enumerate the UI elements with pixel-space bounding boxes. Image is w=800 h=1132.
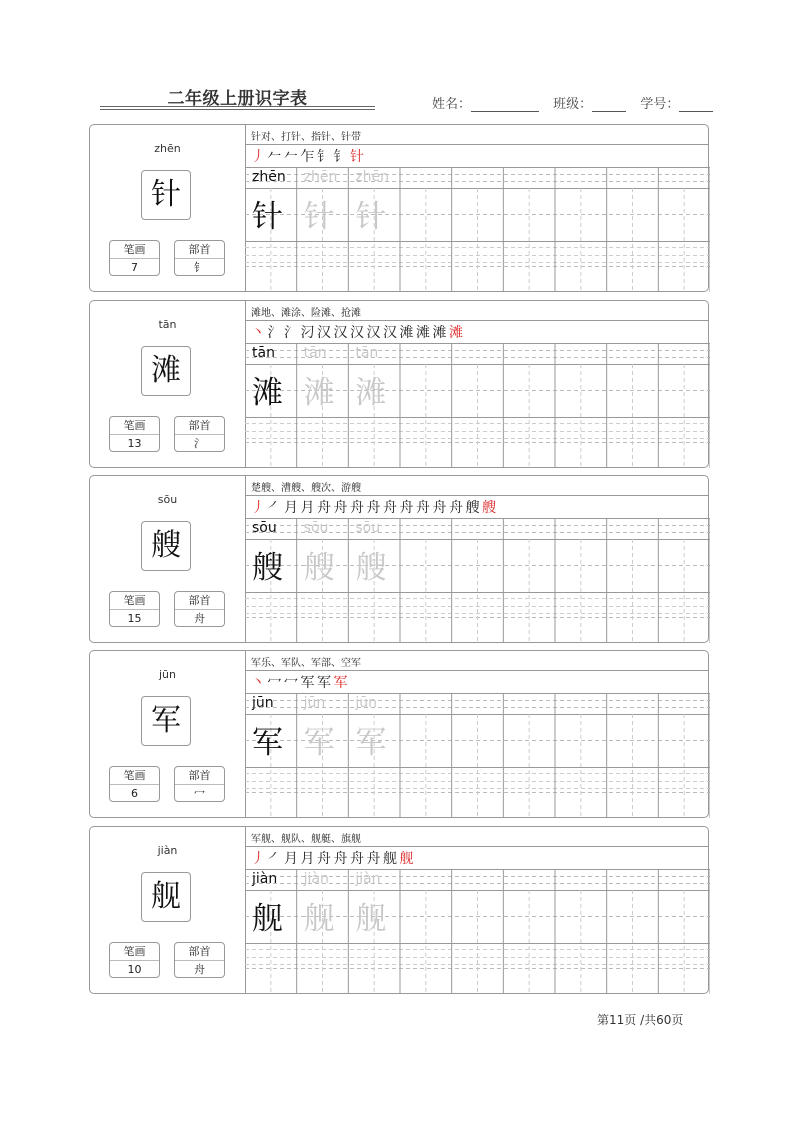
character-display: 艘	[141, 521, 191, 571]
page-title: 二年级上册识字表	[167, 89, 308, 109]
stroke-glyph: 汉	[317, 325, 331, 341]
character-card	[89, 475, 709, 643]
stroke-step	[383, 322, 397, 342]
stroke-glyph: 舟	[366, 500, 381, 516]
stroke-glyph: 艘	[465, 500, 480, 516]
student-fields	[432, 93, 713, 112]
stroke-step	[400, 322, 414, 342]
trace-character: 针	[303, 199, 335, 235]
character-card	[89, 300, 709, 468]
trace-pinyin: jiàn	[303, 871, 329, 887]
radical-value: 氵	[194, 437, 205, 450]
stroke-glyph: 冖	[284, 675, 298, 691]
stroke-count-label: 笔画	[110, 767, 159, 785]
stroke-step	[367, 497, 381, 517]
stroke-glyph: 月	[284, 851, 298, 867]
stroke-order-row	[245, 144, 708, 168]
character-pinyin: jūn	[159, 668, 176, 681]
radical-box	[174, 942, 225, 978]
stroke-order-row	[245, 495, 708, 519]
stroke-glyph: 钅	[317, 149, 331, 165]
stroke-step	[284, 672, 298, 692]
character-pinyin: tān	[158, 318, 177, 331]
stroke-step	[317, 146, 331, 166]
character-card	[89, 826, 709, 994]
example-words: 楚艘、漕艘、艘次、游艘	[251, 483, 361, 494]
stroke-step	[334, 146, 348, 166]
stroke-step	[367, 848, 381, 868]
stroke-step	[284, 146, 298, 166]
trace-pinyin: tān	[355, 345, 379, 361]
radical-label: 部首	[175, 767, 224, 785]
stroke-count-value: 7	[131, 261, 138, 274]
trace-pinyin: sōu	[303, 520, 329, 536]
stroke-step	[251, 322, 265, 342]
practice-character: 舰	[252, 901, 283, 937]
stroke-step	[400, 497, 414, 517]
stroke-step	[350, 322, 364, 342]
class-field[interactable]	[592, 97, 626, 112]
stroke-step	[350, 146, 364, 166]
practice-pinyin: jiàn	[252, 871, 278, 887]
stroke-step	[251, 848, 265, 868]
trace-pinyin: jūn	[303, 695, 326, 711]
stroke-glyph: 舟	[383, 500, 397, 516]
radical-box	[174, 591, 225, 627]
stroke-step	[268, 497, 282, 517]
trace-character: 滩	[355, 375, 387, 411]
stroke-glyph: 军	[333, 675, 348, 691]
stroke-step	[317, 497, 331, 517]
character-display: 军	[141, 696, 191, 746]
character-display: 针	[141, 170, 191, 220]
stroke-count-value: 13	[127, 437, 142, 450]
stroke-step	[400, 848, 414, 868]
example-words: 滩地、滩涂、险滩、抢滩	[251, 308, 361, 319]
character-pinyin: jiàn	[157, 844, 178, 857]
stroke-glyph: 氵	[267, 325, 282, 341]
example-words: 军乐、军队、军部、空军	[251, 658, 361, 669]
radical-value: 舟	[194, 963, 205, 976]
stroke-glyph: 钅	[333, 149, 348, 165]
practice-area	[245, 125, 708, 291]
trace-character: 艘	[355, 550, 387, 586]
stroke-glyph: 舟	[399, 500, 414, 516]
radical-box	[174, 240, 225, 276]
stroke-count-value: 10	[127, 963, 142, 976]
stroke-count-value: 6	[131, 787, 138, 800]
stroke-order-row	[245, 846, 708, 870]
practice-area	[245, 827, 708, 993]
character-info	[90, 125, 246, 291]
stroke-step	[334, 497, 348, 517]
trace-pinyin: zhēn	[303, 169, 338, 185]
radical-label: 部首	[175, 241, 224, 259]
stroke-glyph: 丿	[251, 851, 265, 867]
stroke-glyph: 舟	[366, 851, 381, 867]
stroke-glyph: 丿	[251, 500, 265, 516]
stroke-step	[433, 322, 447, 342]
stroke-glyph: 军	[317, 675, 331, 691]
practice-grid[interactable]	[245, 343, 710, 468]
stroke-step	[416, 497, 430, 517]
example-words: 军舰、舰队、舰艇、旗舰	[251, 834, 361, 845]
character-pinyin: sōu	[157, 493, 178, 506]
radical-value: 舟	[194, 612, 205, 625]
radical-label: 部首	[175, 943, 224, 961]
stroke-glyph: 舰	[383, 851, 397, 867]
stroke-glyph: 舟	[317, 500, 331, 516]
number-field[interactable]	[679, 97, 713, 112]
stroke-step	[284, 322, 298, 342]
stroke-glyph: 月	[300, 851, 315, 867]
stroke-glyph: 舟	[350, 500, 364, 516]
stroke-count-box	[109, 766, 160, 802]
stroke-step	[334, 322, 348, 342]
trace-pinyin: zhēn	[355, 169, 390, 185]
stroke-glyph: 月	[284, 500, 298, 516]
stroke-step	[268, 322, 282, 342]
stroke-step	[350, 848, 364, 868]
radical-box	[174, 766, 225, 802]
stroke-glyph: 滩	[399, 325, 414, 341]
stroke-glyph: 汉	[383, 325, 397, 341]
practice-pinyin: sōu	[252, 520, 277, 536]
title-rule-top	[100, 106, 375, 107]
stroke-step	[449, 322, 463, 342]
page-number: 第11页 /共60页	[597, 1013, 684, 1027]
stroke-step	[350, 497, 364, 517]
stroke-glyph: 舟	[333, 851, 348, 867]
trace-character: 艘	[303, 550, 335, 586]
character-info	[90, 476, 246, 642]
trace-character: 针	[355, 199, 387, 235]
stroke-step	[466, 497, 480, 517]
practice-grid[interactable]	[245, 167, 710, 292]
name-label: 姓名：	[432, 97, 472, 112]
radical-value: 冖	[194, 787, 205, 800]
stroke-glyph: 汉	[366, 325, 381, 341]
stroke-step	[317, 848, 331, 868]
practice-area	[245, 301, 708, 467]
stroke-glyph: 汉	[333, 325, 348, 341]
practice-character: 针	[252, 199, 283, 235]
character-display: 舰	[141, 872, 191, 922]
practice-pinyin: tān	[252, 345, 275, 361]
practice-area	[245, 476, 708, 642]
radical-value: 钅	[194, 261, 205, 274]
stroke-count-box	[109, 591, 160, 627]
stroke-glyph: 乍	[300, 149, 315, 165]
stroke-count-label: 笔画	[110, 241, 159, 259]
stroke-step	[301, 322, 315, 342]
trace-character: 舰	[355, 901, 387, 937]
stroke-step	[251, 672, 265, 692]
character-card	[89, 650, 709, 818]
stroke-step	[334, 848, 348, 868]
stroke-glyph: 滩	[449, 325, 463, 341]
practice-character: 军	[252, 725, 283, 761]
trace-character: 滩	[303, 375, 335, 411]
stroke-step	[301, 672, 315, 692]
character-card	[89, 124, 709, 292]
stroke-glyph: 𠂉	[284, 149, 298, 165]
stroke-step	[301, 848, 315, 868]
character-pinyin: zhēn	[154, 142, 181, 155]
trace-pinyin: tān	[303, 345, 327, 361]
practice-pinyin: zhēn	[252, 169, 286, 185]
trace-pinyin: jiàn	[355, 871, 381, 887]
character-info	[90, 651, 246, 817]
stroke-step	[251, 497, 265, 517]
character-info	[90, 827, 246, 993]
stroke-glyph: 月	[300, 500, 315, 516]
stroke-step	[284, 497, 298, 517]
stroke-step	[251, 146, 265, 166]
stroke-glyph: 汈	[300, 325, 315, 341]
trace-character: 军	[355, 725, 387, 761]
stroke-glyph: 舟	[416, 500, 430, 516]
stroke-step	[268, 146, 282, 166]
stroke-step	[284, 848, 298, 868]
stroke-glyph: 滩	[416, 325, 430, 341]
character-info	[90, 301, 246, 467]
stroke-count-value: 15	[127, 612, 142, 625]
stroke-count-box	[109, 240, 160, 276]
stroke-step	[301, 146, 315, 166]
character-display: 滩	[141, 346, 191, 396]
radical-box	[174, 416, 225, 452]
practice-pinyin: jūn	[252, 695, 274, 711]
class-label: 班级：	[553, 97, 593, 112]
stroke-step	[301, 497, 315, 517]
stroke-step	[383, 848, 397, 868]
stroke-glyph: 丶	[251, 325, 265, 341]
example-words: 针对、打针、指针、针带	[251, 132, 361, 143]
practice-character: 滩	[252, 375, 283, 411]
stroke-count-box	[109, 416, 160, 452]
stroke-glyph: 舟	[449, 500, 463, 516]
stroke-glyph: 舟	[432, 500, 447, 516]
stroke-step	[334, 672, 348, 692]
stroke-glyph: 舟	[350, 851, 364, 867]
stroke-count-box	[109, 942, 160, 978]
stroke-step	[383, 497, 397, 517]
stroke-glyph: 丶	[251, 675, 265, 691]
stroke-glyph: 艘	[482, 500, 496, 516]
stroke-step	[433, 497, 447, 517]
stroke-step	[317, 322, 331, 342]
stroke-count-label: 笔画	[110, 417, 159, 435]
number-label: 学号：	[640, 97, 680, 112]
stroke-count-label: 笔画	[110, 943, 159, 961]
trace-character: 军	[303, 725, 335, 761]
stroke-step	[317, 672, 331, 692]
stroke-order-row	[245, 320, 708, 344]
stroke-order-row	[245, 670, 708, 694]
stroke-glyph: 舟	[333, 500, 348, 516]
practice-grid[interactable]	[245, 869, 710, 994]
practice-character: 艘	[252, 550, 283, 586]
stroke-step	[268, 848, 282, 868]
stroke-step	[449, 497, 463, 517]
radical-label: 部首	[175, 592, 224, 610]
trace-character: 舰	[303, 901, 335, 937]
practice-grid[interactable]	[245, 518, 710, 643]
stroke-glyph: 舟	[317, 851, 331, 867]
title-rule-bottom	[100, 109, 375, 110]
radical-label: 部首	[175, 417, 224, 435]
name-field[interactable]	[471, 97, 539, 112]
stroke-glyph: 汉	[350, 325, 364, 341]
stroke-step	[416, 322, 430, 342]
practice-grid[interactable]	[245, 693, 710, 818]
stroke-step	[367, 322, 381, 342]
stroke-glyph: ㇒	[267, 851, 282, 867]
stroke-glyph: 滩	[432, 325, 447, 341]
stroke-glyph: 氵	[284, 325, 298, 341]
stroke-count-label: 笔画	[110, 592, 159, 610]
trace-pinyin: sōu	[355, 520, 381, 536]
stroke-glyph: ㇒	[267, 500, 282, 516]
stroke-glyph: 丿	[251, 149, 265, 165]
trace-pinyin: jūn	[355, 695, 377, 711]
stroke-glyph: 舰	[399, 851, 414, 867]
stroke-glyph: 冖	[267, 675, 282, 691]
practice-area	[245, 651, 708, 817]
stroke-glyph: 军	[300, 675, 315, 691]
stroke-step	[268, 672, 282, 692]
stroke-glyph: 针	[350, 149, 364, 165]
stroke-glyph: 𠂉	[267, 149, 282, 165]
stroke-step	[482, 497, 496, 517]
